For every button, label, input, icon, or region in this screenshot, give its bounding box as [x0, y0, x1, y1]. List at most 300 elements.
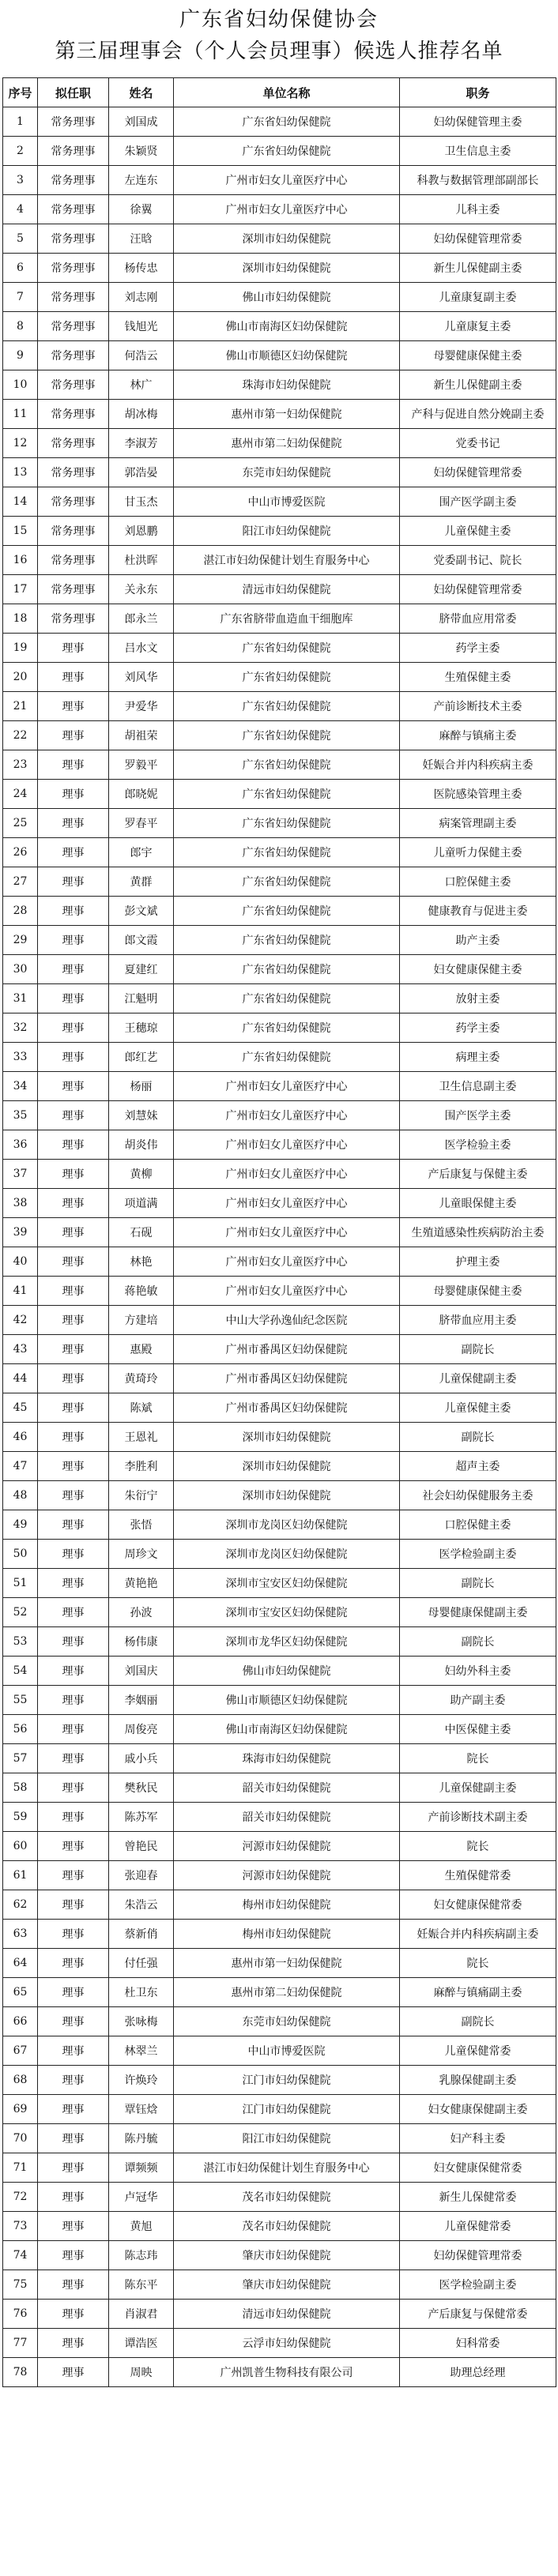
cell-name: 付任强	[109, 1949, 174, 1978]
cell-title: 医院感染管理主委	[400, 780, 556, 809]
cell-organization: 广东省妇幼保健院	[174, 809, 400, 838]
cell-position: 理事	[38, 1510, 109, 1540]
cell-organization: 深圳市龙华区妇幼保健院	[174, 1627, 400, 1657]
cell-index: 54	[3, 1657, 38, 1686]
cell-name: 尹爱华	[109, 692, 174, 721]
cell-position: 理事	[38, 1920, 109, 1949]
cell-organization: 河源市妇幼保健院	[174, 1861, 400, 1890]
column-header-title: 职务	[400, 78, 556, 107]
cell-index: 37	[3, 1160, 38, 1189]
cell-position: 理事	[38, 1978, 109, 2007]
cell-name: 王穗琼	[109, 1013, 174, 1043]
cell-position: 理事	[38, 1773, 109, 1803]
cell-position: 理事	[38, 1481, 109, 1510]
cell-organization: 梅州市妇幼保健院	[174, 1890, 400, 1920]
table-row	[3, 254, 556, 283]
table-body	[3, 107, 556, 2387]
cell-organization: 深圳市龙岗区妇幼保健院	[174, 1540, 400, 1569]
table-row	[3, 2153, 556, 2183]
cell-index: 78	[3, 2358, 38, 2387]
table-row	[3, 1393, 556, 1423]
cell-index: 61	[3, 1861, 38, 1890]
table-row	[3, 1657, 556, 1686]
cell-name: 罗毅平	[109, 750, 174, 780]
cell-organization: 茂名市妇幼保健院	[174, 2183, 400, 2212]
cell-name: 林翠兰	[109, 2036, 174, 2066]
table-row	[3, 1773, 556, 1803]
cell-index: 21	[3, 692, 38, 721]
cell-title: 放射主委	[400, 984, 556, 1013]
cell-position: 常务理事	[38, 487, 109, 517]
cell-title: 妊娠合并内科疾病主委	[400, 750, 556, 780]
cell-index: 45	[3, 1393, 38, 1423]
cell-organization: 韶关市妇幼保健院	[174, 1773, 400, 1803]
cell-organization: 河源市妇幼保健院	[174, 1832, 400, 1861]
cell-title: 口腔保健主委	[400, 867, 556, 897]
cell-name: 汪晗	[109, 224, 174, 254]
cell-name: 谭频频	[109, 2153, 174, 2183]
table-row	[3, 166, 556, 195]
cell-organization: 广东省妇幼保健院	[174, 137, 400, 166]
cell-index: 49	[3, 1510, 38, 1540]
cell-position: 常务理事	[38, 254, 109, 283]
cell-position: 理事	[38, 1657, 109, 1686]
table-row	[3, 2066, 556, 2095]
cell-index: 70	[3, 2124, 38, 2153]
cell-name: 戚小兵	[109, 1744, 174, 1773]
cell-name: 胡冰梅	[109, 400, 174, 429]
column-header-name: 姓名	[109, 78, 174, 107]
cell-position: 理事	[38, 1949, 109, 1978]
cell-index: 7	[3, 283, 38, 312]
cell-organization: 广州市妇女儿童医疗中心	[174, 195, 400, 224]
table-row	[3, 370, 556, 400]
table-row	[3, 897, 556, 926]
cell-organization: 云浮市妇幼保健院	[174, 2329, 400, 2358]
cell-position: 常务理事	[38, 575, 109, 604]
cell-organization: 佛山市南海区妇幼保健院	[174, 1715, 400, 1744]
cell-position: 常务理事	[38, 546, 109, 575]
cell-position: 常务理事	[38, 429, 109, 458]
cell-title: 脐带血应用常委	[400, 604, 556, 634]
cell-organization: 广东省妇幼保健院	[174, 750, 400, 780]
column-header-index: 序号	[3, 78, 38, 107]
table-row	[3, 1803, 556, 1832]
table-row	[3, 1189, 556, 1218]
table-row	[3, 663, 556, 692]
cell-name: 左连东	[109, 166, 174, 195]
cell-title: 妇女健康保健常委	[400, 2153, 556, 2183]
table-row	[3, 1920, 556, 1949]
cell-title: 病理主委	[400, 1043, 556, 1072]
cell-position: 常务理事	[38, 312, 109, 341]
cell-index: 31	[3, 984, 38, 1013]
cell-index: 28	[3, 897, 38, 926]
cell-index: 52	[3, 1598, 38, 1627]
cell-name: 江魁明	[109, 984, 174, 1013]
cell-title: 院长	[400, 1744, 556, 1773]
cell-title: 产前诊断技术副主委	[400, 1803, 556, 1832]
cell-name: 王恩礼	[109, 1423, 174, 1452]
cell-name: 刘恩鹏	[109, 517, 174, 546]
cell-position: 常务理事	[38, 166, 109, 195]
cell-organization: 深圳市宝安区妇幼保健院	[174, 1569, 400, 1598]
cell-index: 65	[3, 1978, 38, 2007]
cell-title: 母婴健康保健副主委	[400, 1598, 556, 1627]
table-row	[3, 721, 556, 750]
cell-position: 理事	[38, 1861, 109, 1890]
cell-title: 儿童保健主委	[400, 1393, 556, 1423]
cell-title: 妊娠合并内科疾病副主委	[400, 1920, 556, 1949]
cell-index: 43	[3, 1335, 38, 1364]
cell-organization: 肇庆市妇幼保健院	[174, 2270, 400, 2300]
cell-index: 47	[3, 1452, 38, 1481]
table-row	[3, 2124, 556, 2153]
cell-index: 72	[3, 2183, 38, 2212]
table-row	[3, 2036, 556, 2066]
table-row	[3, 809, 556, 838]
cell-organization: 深圳市龙岗区妇幼保健院	[174, 1510, 400, 1540]
cell-organization: 广东省妇幼保健院	[174, 721, 400, 750]
cell-name: 刘志刚	[109, 283, 174, 312]
table-row	[3, 283, 556, 312]
cell-title: 副院长	[400, 1627, 556, 1657]
table-row	[3, 2329, 556, 2358]
cell-index: 17	[3, 575, 38, 604]
table-row	[3, 1218, 556, 1247]
table-row	[3, 1540, 556, 1569]
cell-index: 56	[3, 1715, 38, 1744]
cell-title: 儿童康复副主委	[400, 283, 556, 312]
cell-index: 14	[3, 487, 38, 517]
cell-index: 33	[3, 1043, 38, 1072]
cell-name: 谭浩医	[109, 2329, 174, 2358]
table-row	[3, 1072, 556, 1101]
cell-index: 23	[3, 750, 38, 780]
cell-name: 陈丹毓	[109, 2124, 174, 2153]
cell-position: 常务理事	[38, 137, 109, 166]
cell-organization: 广州市妇女儿童医疗中心	[174, 1101, 400, 1130]
table-row	[3, 634, 556, 663]
cell-organization: 广州市妇女儿童医疗中心	[174, 1160, 400, 1189]
cell-position: 理事	[38, 1569, 109, 1598]
cell-title: 生殖保健常委	[400, 1861, 556, 1890]
cell-index: 74	[3, 2241, 38, 2270]
cell-title: 中医保健主委	[400, 1715, 556, 1744]
cell-name: 朱浩云	[109, 1890, 174, 1920]
cell-title: 母婴健康保健主委	[400, 341, 556, 370]
cell-position: 常务理事	[38, 341, 109, 370]
cell-title: 儿童保健副主委	[400, 1364, 556, 1393]
cell-position: 理事	[38, 2300, 109, 2329]
table-row	[3, 1043, 556, 1072]
table-row	[3, 429, 556, 458]
cell-name: 杜洪晖	[109, 546, 174, 575]
table-header	[3, 78, 556, 107]
cell-organization: 中山市博爱医院	[174, 487, 400, 517]
cell-position: 理事	[38, 1364, 109, 1393]
cell-index: 5	[3, 224, 38, 254]
cell-name: 李姻丽	[109, 1686, 174, 1715]
cell-position: 理事	[38, 1890, 109, 1920]
cell-organization: 深圳市妇幼保健院	[174, 1423, 400, 1452]
table-row	[3, 1686, 556, 1715]
cell-index: 58	[3, 1773, 38, 1803]
cell-title: 药学主委	[400, 634, 556, 663]
cell-organization: 广东省妇幼保健院	[174, 897, 400, 926]
table-row	[3, 955, 556, 984]
cell-position: 理事	[38, 721, 109, 750]
candidate-table	[2, 77, 556, 2387]
document-subtitle: 第三届理事会（个人会员理事）候选人推荐名单	[55, 39, 503, 63]
table-row	[3, 1130, 556, 1160]
cell-organization: 深圳市宝安区妇幼保健院	[174, 1598, 400, 1627]
table-row	[3, 400, 556, 429]
cell-name: 李淑芳	[109, 429, 174, 458]
cell-title: 院长	[400, 1949, 556, 1978]
cell-organization: 广东省妇幼保健院	[174, 926, 400, 955]
cell-index: 66	[3, 2007, 38, 2036]
cell-position: 理事	[38, 1277, 109, 1306]
cell-index: 10	[3, 370, 38, 400]
cell-title: 产前诊断技术主委	[400, 692, 556, 721]
table-row	[3, 692, 556, 721]
cell-organization: 江门市妇幼保健院	[174, 2066, 400, 2095]
cell-title: 母婴健康保健主委	[400, 1277, 556, 1306]
cell-position: 理事	[38, 1540, 109, 1569]
table-row	[3, 1452, 556, 1481]
cell-title: 副院长	[400, 1569, 556, 1598]
cell-title: 妇女健康保健副主委	[400, 2095, 556, 2124]
cell-index: 73	[3, 2212, 38, 2241]
cell-name: 蒋艳敏	[109, 1277, 174, 1306]
cell-organization: 湛江市妇幼保健计划生育服务中心	[174, 2153, 400, 2183]
cell-organization: 清远市妇幼保健院	[174, 2300, 400, 2329]
cell-title: 口腔保健主委	[400, 1510, 556, 1540]
cell-position: 理事	[38, 2241, 109, 2270]
cell-organization: 广东省妇幼保健院	[174, 955, 400, 984]
table-row	[3, 750, 556, 780]
cell-position: 理事	[38, 984, 109, 1013]
cell-position: 理事	[38, 663, 109, 692]
cell-title: 医学检验主委	[400, 1130, 556, 1160]
cell-position: 理事	[38, 1189, 109, 1218]
cell-position: 理事	[38, 2329, 109, 2358]
cell-organization: 中山大学孙逸仙纪念医院	[174, 1306, 400, 1335]
cell-title: 助产副主委	[400, 1686, 556, 1715]
cell-name: 胡炎伟	[109, 1130, 174, 1160]
cell-name: 关永东	[109, 575, 174, 604]
cell-organization: 广州市妇女儿童医疗中心	[174, 1130, 400, 1160]
cell-organization: 广东省妇幼保健院	[174, 663, 400, 692]
cell-organization: 广州市番禺区妇幼保健院	[174, 1393, 400, 1423]
cell-name: 蔡新俏	[109, 1920, 174, 1949]
cell-index: 20	[3, 663, 38, 692]
cell-index: 11	[3, 400, 38, 429]
cell-name: 肖淑君	[109, 2300, 174, 2329]
cell-position: 理事	[38, 1803, 109, 1832]
cell-organization: 深圳市妇幼保健院	[174, 254, 400, 283]
cell-position: 理事	[38, 1072, 109, 1101]
cell-organization: 广州市妇女儿童医疗中心	[174, 166, 400, 195]
table-row	[3, 1423, 556, 1452]
table-row	[3, 2095, 556, 2124]
cell-name: 吕水文	[109, 634, 174, 663]
cell-index: 35	[3, 1101, 38, 1130]
table-row	[3, 867, 556, 897]
cell-name: 惠殿	[109, 1335, 174, 1364]
cell-index: 29	[3, 926, 38, 955]
cell-position: 理事	[38, 1452, 109, 1481]
cell-title: 助理总经理	[400, 2358, 556, 2387]
table-row	[3, 604, 556, 634]
cell-name: 郎红艺	[109, 1043, 174, 1072]
cell-title: 副院长	[400, 1335, 556, 1364]
cell-organization: 广州市妇女儿童医疗中心	[174, 1189, 400, 1218]
cell-name: 刘风华	[109, 663, 174, 692]
cell-name: 黄旭	[109, 2212, 174, 2241]
table-row	[3, 2212, 556, 2241]
cell-name: 陈斌	[109, 1393, 174, 1423]
cell-position: 常务理事	[38, 195, 109, 224]
cell-name: 方建培	[109, 1306, 174, 1335]
cell-name: 郎永兰	[109, 604, 174, 634]
cell-title: 儿童保健副主委	[400, 1773, 556, 1803]
cell-index: 3	[3, 166, 38, 195]
cell-title: 社会妇幼保健服务主委	[400, 1481, 556, 1510]
cell-index: 46	[3, 1423, 38, 1452]
cell-title: 乳腺保健副主委	[400, 2066, 556, 2095]
cell-name: 张悟	[109, 1510, 174, 1540]
cell-name: 郭浩晏	[109, 458, 174, 487]
cell-organization: 广州市番禺区妇幼保健院	[174, 1364, 400, 1393]
cell-organization: 清远市妇幼保健院	[174, 575, 400, 604]
table-row	[3, 1569, 556, 1598]
cell-position: 理事	[38, 2007, 109, 2036]
cell-index: 75	[3, 2270, 38, 2300]
cell-name: 卢冠华	[109, 2183, 174, 2212]
cell-title: 儿童康复主委	[400, 312, 556, 341]
table-row	[3, 1832, 556, 1861]
cell-index: 26	[3, 838, 38, 867]
cell-organization: 广东省妇幼保健院	[174, 867, 400, 897]
cell-organization: 肇庆市妇幼保健院	[174, 2241, 400, 2270]
table-row	[3, 1277, 556, 1306]
cell-title: 卫生信息主委	[400, 137, 556, 166]
cell-position: 理事	[38, 1627, 109, 1657]
cell-name: 黄柳	[109, 1160, 174, 1189]
cell-title: 科教与数据管理部副部长	[400, 166, 556, 195]
cell-index: 51	[3, 1569, 38, 1598]
cell-index: 55	[3, 1686, 38, 1715]
cell-index: 64	[3, 1949, 38, 1978]
cell-index: 4	[3, 195, 38, 224]
cell-name: 周珍文	[109, 1540, 174, 1569]
cell-name: 陈东平	[109, 2270, 174, 2300]
cell-title: 副院长	[400, 1423, 556, 1452]
cell-name: 郎晓妮	[109, 780, 174, 809]
cell-title: 围产医学副主委	[400, 487, 556, 517]
table-row	[3, 1949, 556, 1978]
cell-name: 何浩云	[109, 341, 174, 370]
cell-title: 助产主委	[400, 926, 556, 955]
cell-position: 理事	[38, 2095, 109, 2124]
cell-organization: 珠海市妇幼保健院	[174, 370, 400, 400]
cell-title: 妇幼保健管理主委	[400, 107, 556, 137]
cell-name: 钱旭光	[109, 312, 174, 341]
cell-title: 产后康复与保健常委	[400, 2300, 556, 2329]
cell-index: 77	[3, 2329, 38, 2358]
cell-title: 儿童保健常委	[400, 2212, 556, 2241]
cell-title: 新生儿保健副主委	[400, 370, 556, 400]
table-row	[3, 458, 556, 487]
cell-name: 孙波	[109, 1598, 174, 1627]
cell-position: 理事	[38, 897, 109, 926]
table-row	[3, 487, 556, 517]
cell-position: 理事	[38, 1423, 109, 1452]
cell-index: 42	[3, 1306, 38, 1335]
table-row	[3, 780, 556, 809]
cell-position: 常务理事	[38, 604, 109, 634]
table-row	[3, 1335, 556, 1364]
cell-index: 13	[3, 458, 38, 487]
table-row	[3, 1978, 556, 2007]
table-row	[3, 575, 556, 604]
cell-name: 项道满	[109, 1189, 174, 1218]
cell-index: 30	[3, 955, 38, 984]
cell-position: 理事	[38, 1744, 109, 1773]
cell-index: 68	[3, 2066, 38, 2095]
cell-position: 理事	[38, 1598, 109, 1627]
cell-name: 张咏梅	[109, 2007, 174, 2036]
cell-name: 周俊亮	[109, 1715, 174, 1744]
cell-organization: 广州市妇女儿童医疗中心	[174, 1277, 400, 1306]
cell-position: 理事	[38, 2358, 109, 2387]
cell-position: 理事	[38, 2270, 109, 2300]
table-row	[3, 1598, 556, 1627]
cell-index: 48	[3, 1481, 38, 1510]
cell-organization: 阳江市妇幼保健院	[174, 2124, 400, 2153]
cell-index: 38	[3, 1189, 38, 1218]
cell-title: 儿科主委	[400, 195, 556, 224]
table-row	[3, 517, 556, 546]
cell-position: 常务理事	[38, 517, 109, 546]
cell-title: 超声主委	[400, 1452, 556, 1481]
cell-title: 医学检验副主委	[400, 2270, 556, 2300]
cell-organization: 惠州市第一妇幼保健院	[174, 400, 400, 429]
cell-position: 理事	[38, 1130, 109, 1160]
cell-organization: 广东省妇幼保健院	[174, 1043, 400, 1072]
cell-index: 15	[3, 517, 38, 546]
table-row	[3, 1247, 556, 1277]
cell-organization: 广东省脐带血造血干细胞库	[174, 604, 400, 634]
cell-position: 理事	[38, 2036, 109, 2066]
table-row	[3, 1861, 556, 1890]
table-row	[3, 1510, 556, 1540]
cell-organization: 东莞市妇幼保健院	[174, 2007, 400, 2036]
cell-title: 围产医学主委	[400, 1101, 556, 1130]
cell-name: 李胜利	[109, 1452, 174, 1481]
cell-organization: 广州市妇女儿童医疗中心	[174, 1247, 400, 1277]
cell-position: 理事	[38, 1247, 109, 1277]
cell-name: 刘慧妹	[109, 1101, 174, 1130]
table-row	[3, 1013, 556, 1043]
cell-name: 黄艳艳	[109, 1569, 174, 1598]
cell-name: 杨伟康	[109, 1627, 174, 1657]
cell-position: 理事	[38, 2066, 109, 2095]
cell-title: 生殖道感染性疾病防治主委	[400, 1218, 556, 1247]
cell-name: 甘玉杰	[109, 487, 174, 517]
